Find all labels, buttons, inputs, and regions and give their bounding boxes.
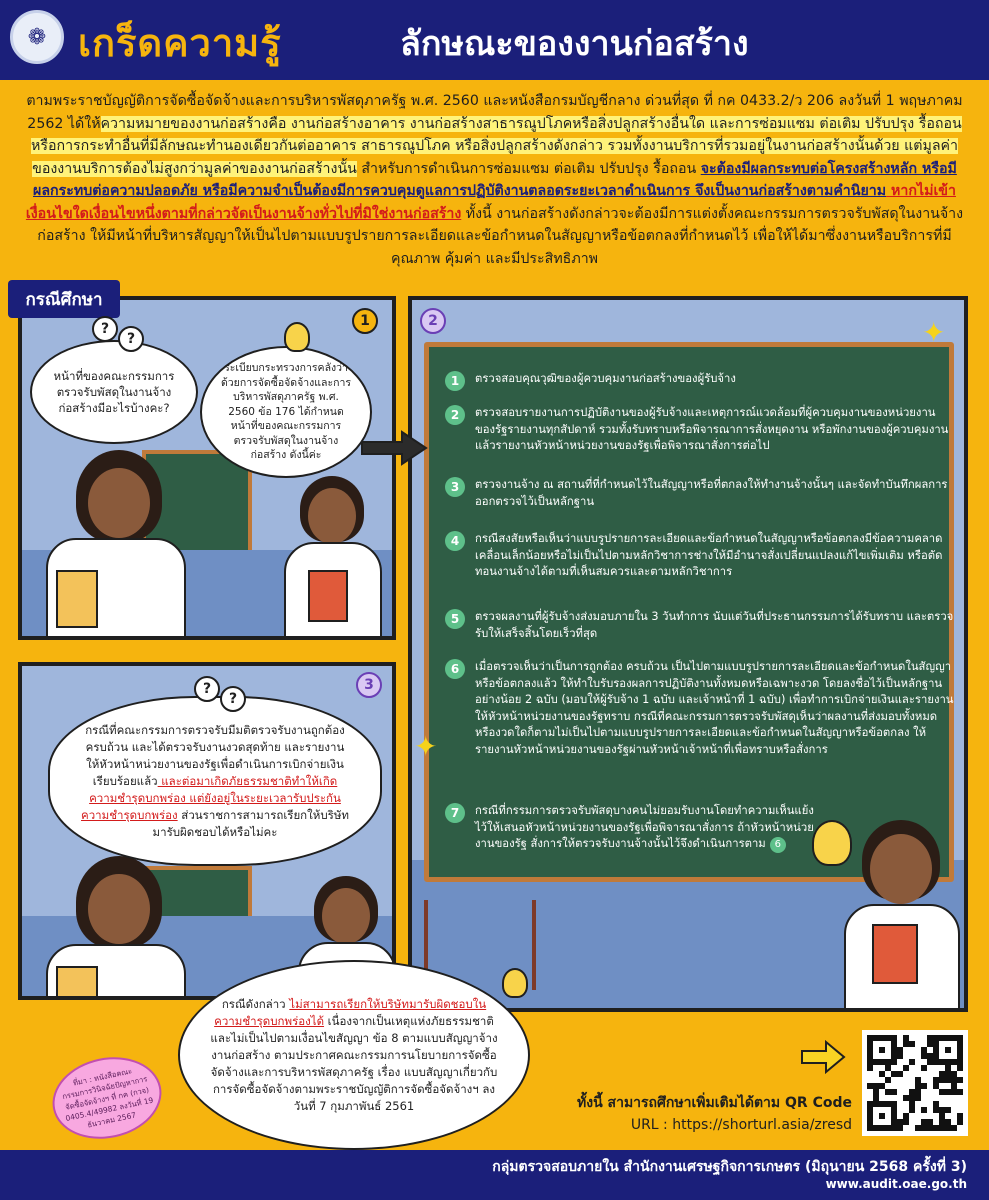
step-text: เมื่อตรวจเห็นว่าเป็นการถูกต้อง ครบถ้วน เป็นไปตามแบบรูปรายการละเอียดและข้อกำหนดในสัญญาหรือข้อตกลงแล้ว ให้ทำใบรับรองผลการปฏิบัติงานทั้งหมดหรือเฉพาะงวด โดยลงชื่อไว้เป็นหลักฐานอย่างน้อย 2 ฉบับ (มอบให้ผู้รับจ้าง 1 ฉบับ และเจ้าหน้าที่ 1 ฉบับ) เพื่อทำการเบิกจ่ายเงินและรายงานให้หัวหน้าหน่วยงานของรัฐทราบ กรณีที่คณะกรรมการตรวจรับพัสดุเห็นว่าผลงานที่ส่งมอบทั้งหมดหรืองวดใดก็ตามไม่เป็นไปตามแบบรูปรายการละเอียดและข้อกำหนดในสัญญาหรือข้อตกลง ให้รายงานหัวหน้าหน่วยงานของรัฐผ่านหัวหน้าเจ้าหน้าที่เพื่อทราบหรือสั่งการ xyxy=(475,660,954,756)
more-info-line: ทั้งนี้ สามารถศึกษาเพิ่มเติมได้ตาม QR Code xyxy=(577,1095,852,1111)
intro-conditions: จะต้องมีผลกระทบต่อโครงสร้างหลัก หรือมีผลกระทบต่อความปลอดภัย หรือมีความจำเป็นต้องมีการควบคุมดูแลการปฏิบัติงานตลอดระยะเวลาดำเนินการ จึงเป็นงานก่อสร้างตามคำนิยาม xyxy=(33,160,957,199)
arrow-right-icon xyxy=(360,428,430,468)
lightbulb-icon xyxy=(284,322,310,352)
question-mark-icon: ? xyxy=(220,686,246,712)
step-text: ตรวจสอบรายงานการปฏิบัติงานของผู้รับจ้างและเหตุการณ์แวดล้อมที่ผู้ควบคุมงานของหน่วยงานของรัฐรายงานทุกสัปดาห์ รวมทั้งรับทราบหรือพิจารณาการสั่งหยุดงาน หรือพักงานของผู้ควบคุมงาน แล้วรายงานหัวหน้าหน่วยงานของรัฐเพื่อพิจารณาสั่งการต่อไป xyxy=(475,406,949,452)
more-info xyxy=(560,1092,852,1136)
sparkle-icon: ✦ xyxy=(414,730,438,763)
sparkle-icon: ✦ xyxy=(922,316,946,349)
speech-bubble-case xyxy=(48,696,382,866)
case-text-a: กรณีที่คณะกรรมการตรวจรับมีมติตรวจรับงานถูกต้องครบถ้วน และได้ตรวจรับงานงวดสุดท้าย และรายงานให้หัวหน้าหน่วยงานของรัฐเพื่อดำเนินการเบิกจ่ายเงินเรียบร้อยแล้ว xyxy=(85,722,345,788)
page-title: ลักษณะของงานก่อสร้าง xyxy=(400,24,749,64)
lightbulb-icon xyxy=(502,968,528,998)
footer-bar xyxy=(0,1150,989,1200)
intro-text-1: ตามพระราชบัญญัติการจัดซื้อจัดจ้างและการบริหารพัสดุภาครัฐ พ.ศ. 2560 และหนังสือกรมบัญชีกลาง ด่วนที่สุด ที่ กค 0433.2/ว 206 ลงวันที่ 1 พฤษภาคม 2562 ได้ให้ xyxy=(26,93,963,132)
comic-panel-2 xyxy=(408,296,968,1012)
intro-general-hire: หากไม่เข้าเงื่อนไขใดเงื่อนไขหนึ่งตามที่กล่าวจัดเป็นงานจ้างทั่วไปที่มิใช่งานก่อสร้าง xyxy=(25,183,956,222)
seal-logo-icon: ❁ xyxy=(10,10,64,64)
panel-number-3: 3 xyxy=(356,672,382,698)
arrow-right-icon xyxy=(800,1040,846,1074)
answer-text-red: ไม่สามารถเรียกให้บริษัทมารับผิดชอบในความชำรุดบกพร่องได้ xyxy=(214,996,487,1028)
answer-text-a: กรณีดังกล่าว xyxy=(221,996,290,1011)
footer-org: กลุ่มตรวจสอบภายใน สำนักงานเศรษฐกิจการเกษตร (มิถุนายน 2568 ครั้งที่ 3) xyxy=(492,1159,967,1175)
lightbulb-icon xyxy=(812,820,852,866)
panel-number-2: 2 xyxy=(420,308,446,334)
step-number: 7 xyxy=(445,803,465,823)
speech-bubble-answer-final xyxy=(178,960,530,1150)
more-info-url[interactable]: URL : https://shorturl.asia/zresd xyxy=(630,1117,852,1133)
step-text: ตรวจสอบคุณวุฒิของผู้ควบคุมงานก่อสร้างของผู้รับจ้าง xyxy=(475,372,736,385)
step-number: 1 xyxy=(445,371,465,391)
case-text-red: และต่อมาเกิดภัยธรรมชาติทำให้เกิดความชำรุดบกพร่อง แต่ยังอยู่ในระยะเวลารับประกันความชำรุดบกพร่อง xyxy=(81,773,341,822)
step-reference-badge: 6 xyxy=(770,837,786,853)
speech-bubble-answer: ระเบียบกระทรวงการคลังว่าด้วยการจัดซื้อจัดจ้างและการบริหารพัสดุภาครัฐ พ.ศ. 2560 ข้อ 176 ได้กำหนดหน้าที่ของคณะกรรมการตรวจรับพัสดุในงานจ้างก่อสร้าง ดังนี้ค่ะ xyxy=(200,346,372,478)
intro-text-6: ทั้งนี้ งานก่อสร้างดังกล่าวจะต้องมีการแต่งตั้งคณะกรรมการตรวจรับพัสดุในงานจ้างก่อสร้าง ให้มีหน้าที่บริหารสัญญาให้เป็นไปตามแบบรูปรายการละเอียดและข้อกำหนดในสัญญาหรือข้อตกลงที่กำหนดไว้ เพื่อให้ได้มาซึ่งงานหรือบริการที่มีคุณภาพ คุ้มค่า และมีประสิทธิภาพ xyxy=(37,205,964,267)
step-text: กรณีสงสัยหรือเห็นว่าแบบรูปรายการละเอียดและข้อกำหนดในสัญญาหรือข้อตกลงมีข้อความคลาดเคลื่อนเล็กน้อยหรือไม่เป็นไปตามหลักวิชาการช่างให้มีอำนาจสั่งเปลี่ยนแปลงแก้ไขเพิ่มเติม หรือตัดทอนงานจ้างได้ตามที่เห็นสมควรและตามหลักวิชาการ xyxy=(475,532,943,578)
step-number: 2 xyxy=(445,405,465,425)
student-figure xyxy=(278,476,388,640)
panel-number-1: 1 xyxy=(352,308,378,334)
comic-panel-3 xyxy=(18,662,396,1000)
step-text: ตรวจผลงานที่ผู้รับจ้างส่งมอบภายใน 3 วันทำการ นับแต่วันที่ประธานกรรมการได้รับทราบ และตรวจรับให้เสร็จสิ้นโดยเร็วที่สุด xyxy=(475,610,954,640)
brand-title: เกร็ดความรู้ xyxy=(78,21,282,65)
header-bar xyxy=(0,0,989,80)
case-text-b: ส่วนราชการสามารถเรียกให้บริษัทมารับผิดชอบได้หรือไม่คะ xyxy=(152,807,349,839)
step-text: ตรวจงานจ้าง ณ สถานที่ที่กำหนดไว้ในสัญญาหรือที่ตกลงให้ทำงานจ้างนั้นๆ และจัดทำบันทึกผลการออกตรวจไว้เป็นหลักฐาน xyxy=(475,478,948,508)
qr-code-pattern xyxy=(867,1035,963,1131)
question-mark-icon: ? xyxy=(118,326,144,352)
step-number: 6 xyxy=(445,659,465,679)
source-note: ที่มา : หนังสือคณะกรรมการวินิจฉัยปัญหาการจัดซื้อจัดจ้างฯ ที่ กค (กวจ) 0405.4/49982 ลงวันที่ 19 ธันวาคม 2567 xyxy=(45,1047,169,1148)
qr-code-icon[interactable] xyxy=(862,1030,968,1136)
question-mark-icon: ? xyxy=(92,316,118,342)
teacher-figure xyxy=(36,450,196,640)
footer-url[interactable]: www.audit.oae.go.th xyxy=(825,1177,967,1191)
step-text xyxy=(475,803,815,853)
comic-panel-1 xyxy=(18,296,396,640)
step-7-text: กรณีที่กรรมการตรวจรับพัสดุบางคนไม่ยอมรับงานโดยทำความเห็นแย้งไว้ให้เสนอหัวหน้าหน่วยงานของรัฐเพื่อพิจารณาสั่งการ ถ้าหัวหน้าหน่วยงานของรัฐ สั่งการให้ตรวจรับงานจ้างนั้นไว้จึงดำเนินการตาม xyxy=(475,804,814,850)
intro-definition: ความหมายของงานก่อสร้างคือ งานก่อสร้างอาคาร งานก่อสร้างสาธารณูปโภคหรือสิ่งปลูกสร้างอื่นใด และการซ่อมแซม ต่อเติม ปรับปรุง รื้อถอน หรือการกระทำอื่นที่มีลักษณะทำนองเดียวกันต่ออาคาร สาธารณูปโภค หรือสิ่งปลูกสร้างดังกล่าว รวมทั้งงานบริการที่รวมอยู่ในงานก่อสร้างนั้นด้วย แต่มูลค่าของงานบริการต้องไม่สูงกว่ามูลค่าของงานก่อสร้างนั้น xyxy=(31,115,962,177)
rope-post xyxy=(532,900,536,990)
intro-paragraph xyxy=(22,90,967,270)
speech-bubble-question: หน้าที่ของคณะกรรมการตรวจรับพัสดุในงานจ้างก่อสร้างมีอะไรบ้างคะ? xyxy=(30,340,198,444)
blackboard xyxy=(424,342,954,882)
student-figure xyxy=(832,820,968,1012)
step-number: 4 xyxy=(445,531,465,551)
answer-text-b: เนื่องจากเป็นเหตุแห่งภัยธรรมชาติและไม่เป็นไปตามเงื่อนไขสัญญา ข้อ 8 ตามแบบสัญญาจ้างงานก่อสร้าง ตามประกาศคณะกรรมการนโยบายการจัดซื้อจัดจ้างและการบริหารพัสดุภาครัฐ เรื่อง แบบสัญญาเกี่ยวกับการจัดซื้อจัดจ้างตามพระราชบัญญัติการจัดซื้อจัดจ้างฯ ลงวันที่ 7 กุมภาพันธ์ 2561 xyxy=(210,1013,498,1113)
step-number: 3 xyxy=(445,477,465,497)
question-mark-icon: ? xyxy=(194,676,220,702)
intro-text-3: สำหรับการดำเนินการซ่อมแซม ต่อเติม ปรับปรุง รื้อถอน xyxy=(356,160,701,177)
step-number: 5 xyxy=(445,609,465,629)
teacher-figure xyxy=(36,856,196,1000)
case-study-tag: กรณีศึกษา xyxy=(8,280,120,318)
